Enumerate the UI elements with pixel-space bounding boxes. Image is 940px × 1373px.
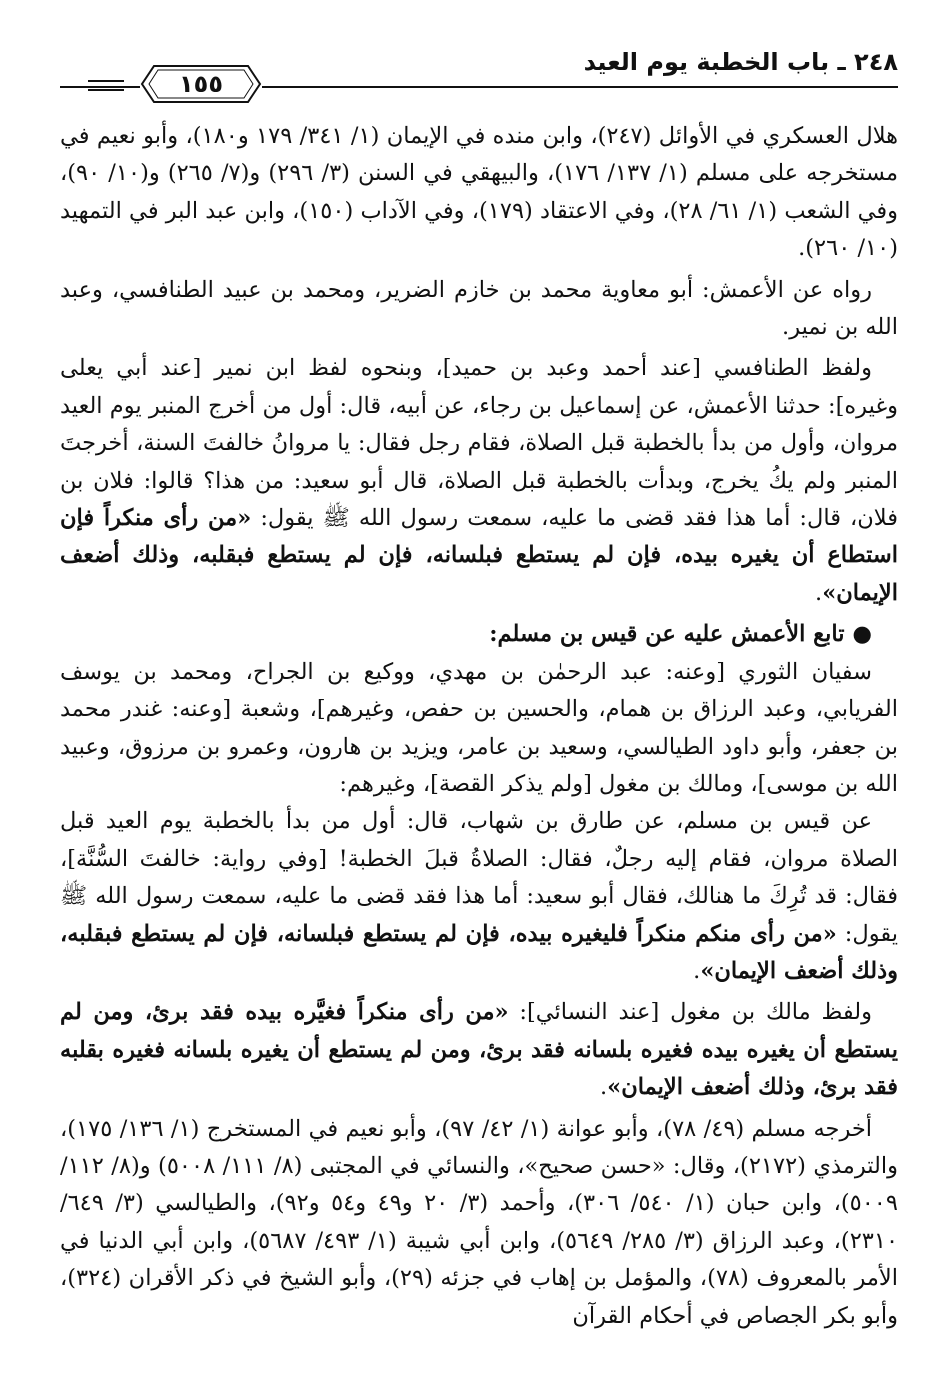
text-run: ولفظ الطنافسي [عند أحمد وعبد بن حميد]، وبنحوه لفظ ابن نمير [عند أبي يعلى وغيره]: حدثنا الأعمش، عن إسماعيل بن رجاء، عن أبيه، قال: أول من أخرج المنبر يوم العيد مروان، وأول من بدأ بالخطبة قبل الصلاة، فقام رجل فقال: يا مروانُ خالفتَ السنة، أخرجتَ المنبر ولم يكُ يخرج، وبدأت بالخطبة قبل الصلاة، قال أبو سعيد: من هذا؟ قالوا: فلان بن فلان، قال: أما هذا فقد قضى ما عليه، سمعت رسول الله ﷺ يقول:	[60, 355, 898, 532]
text-run: .	[815, 579, 823, 606]
paragraph-tanafisi-wording	[60, 350, 898, 612]
hadith-text: «من رأى منكم منكراً فليغيره بيده، فإن لم يستطع فبلسانه، فإن لم يستطع فبقلبه، وذلك أضعف الإيمان»	[60, 920, 898, 984]
text-run: سفيان الثوري [وعنه: عبد الرحمٰن بن مهدي، ووكيع بن الجراح، ومحمد بن يوسف الفريابي، وعبد الرزاق بن همام، والحسين بن حفص، وغيرهم]، وشعبة [وعنه: غندر محمد بن جعفر، وأبو داود الطيالسي، وسعيد بن عامر، ويزيد بن هارون، وعمرو بن مرزوق، وعبيد الله بن موسى]، ومالك بن مغول [ولم يذكر القصة]، وغيرهم:	[60, 658, 898, 797]
page-number-ornament	[88, 64, 278, 104]
text-line: وعبد الله بن نمير.	[60, 276, 898, 341]
paragraph-narrators	[60, 272, 898, 347]
text-run: عن قيس بن مسلم، عن طارق بن شهاب، قال: أول من بدأ بالخطبة يوم العيد قبل الصلاة مروان، فقام إليه رجلٌ، فقال: الصلاةُ قبلَ الخطبة! [وفي رواية: خالفتَ السُّنَّة]، فقال: قد تُرِكَ ما هنالك، فقال أبو سعيد: أما هذا فقد قضى ما عليه، سمعت رسول الله ﷺ يقول:	[60, 808, 898, 947]
text-line: نعيم في مستخرجه على مسلم (١/ ١٣٧/ ١٧٦)، والبيهقي في السنن (٣/ ٢٩٦) و(٧/ ٢٦٥)	[60, 123, 898, 187]
page-number: ١٥٥	[179, 70, 223, 98]
body-text	[60, 118, 898, 1358]
bullet-heading: ● تابع الأعمش عليه عن قيس بن مسلم:	[489, 621, 872, 648]
paragraph-sources-1	[60, 118, 898, 268]
paragraph-takhrij	[60, 1111, 898, 1335]
paragraph-malik-wording	[60, 994, 898, 1106]
text-run: .	[693, 957, 701, 984]
hadith-text: «من رأى منكراً فإن استطاع أن يغيره بيده، فإن لم يستطع فبلسانه، فإن لم يستطع فبقلبه، وذلك أضعف الإيمان»	[60, 505, 898, 606]
page-header	[60, 40, 898, 104]
section-bullet	[60, 616, 898, 653]
text-run: أخرجه مسلم (٤٩/ ٧٨)، وأبو عوانة (١/ ٤٢/ ٩٧)، وأبو نعيم في المستخرج (١/ ١٣٦/ ١٧٥)، والترمذي (٢١٧٢)، وقال: «حسن صحيح»، والنسائي في المجتبى (٨/ ١١١/ ٥٠٠٨) و(٨/ ١١٢/ ٥٠٠٩)، وابن حبان (١/ ٥٤٠/ ٣٠٦)، وأحمد (٣/ ٢٠ و٤٩ و٥٤ و٩٢)، والطيالسي (٣/ ٦٤٩/ ٢٣١٠)، وعبد الرزاق (٣/ ٢٨٥/ ٥٦٤٩)، وابن أبي شيبة (١/ ٤٩٣/ ٥٦٨٧)، وابن أبي الدنيا في الأمر بالمعروف (٧٨)، والمؤمل بن إهاب في جزئه (٢٩)، وأبو الشيخ في ذكر الأقران (٣٢٤)، وأبو بكر الجصاص في أحكام القرآن	[60, 1115, 898, 1329]
text-run: ولفظ مالك بن مغول [عند النسائي]:	[508, 999, 872, 1026]
ornament-double-line	[88, 80, 124, 91]
page-number-frame	[140, 64, 262, 104]
text-run: .	[600, 1074, 608, 1101]
text-line: هلال العسكري في الأوائل (٢٤٧)، وابن منده في الإيمان (١/ ٣٤١/ ١٧٩ و١٨٠)، وأبو	[143, 123, 898, 149]
hadith-text: «من رأى منكراً فغيَّره بيده فقد برئ، ومن لم يستطع أن يغيره بيده فغيره بلسانه فقد برئ، ومن لم يستطع أن يغيره بلسانه فغيره بقلبه فقد برئ، وذلك أضعف الإيمان»	[60, 999, 898, 1101]
text-line: و(١٠/ ٩٠)، وفي الشعب (١/ ٦١/ ٢٨)، وفي الاعتقاد (١٧٩)، وفي الآداب (١٥٠)،	[60, 160, 898, 224]
running-head: ٢٤٨ ـ باب الخطبة يوم العيد	[583, 48, 898, 76]
paragraph-followers	[60, 654, 898, 804]
text-line: وابن عبد البر في التمهيد (١٠/ ٢٦٠).	[60, 197, 898, 262]
paragraph-qays-narration	[60, 803, 898, 990]
text-line: رواه عن الأعمش: أبو معاوية محمد بن خازم الضرير، ومحمد بن عبيد الطنافسي،	[111, 276, 872, 303]
